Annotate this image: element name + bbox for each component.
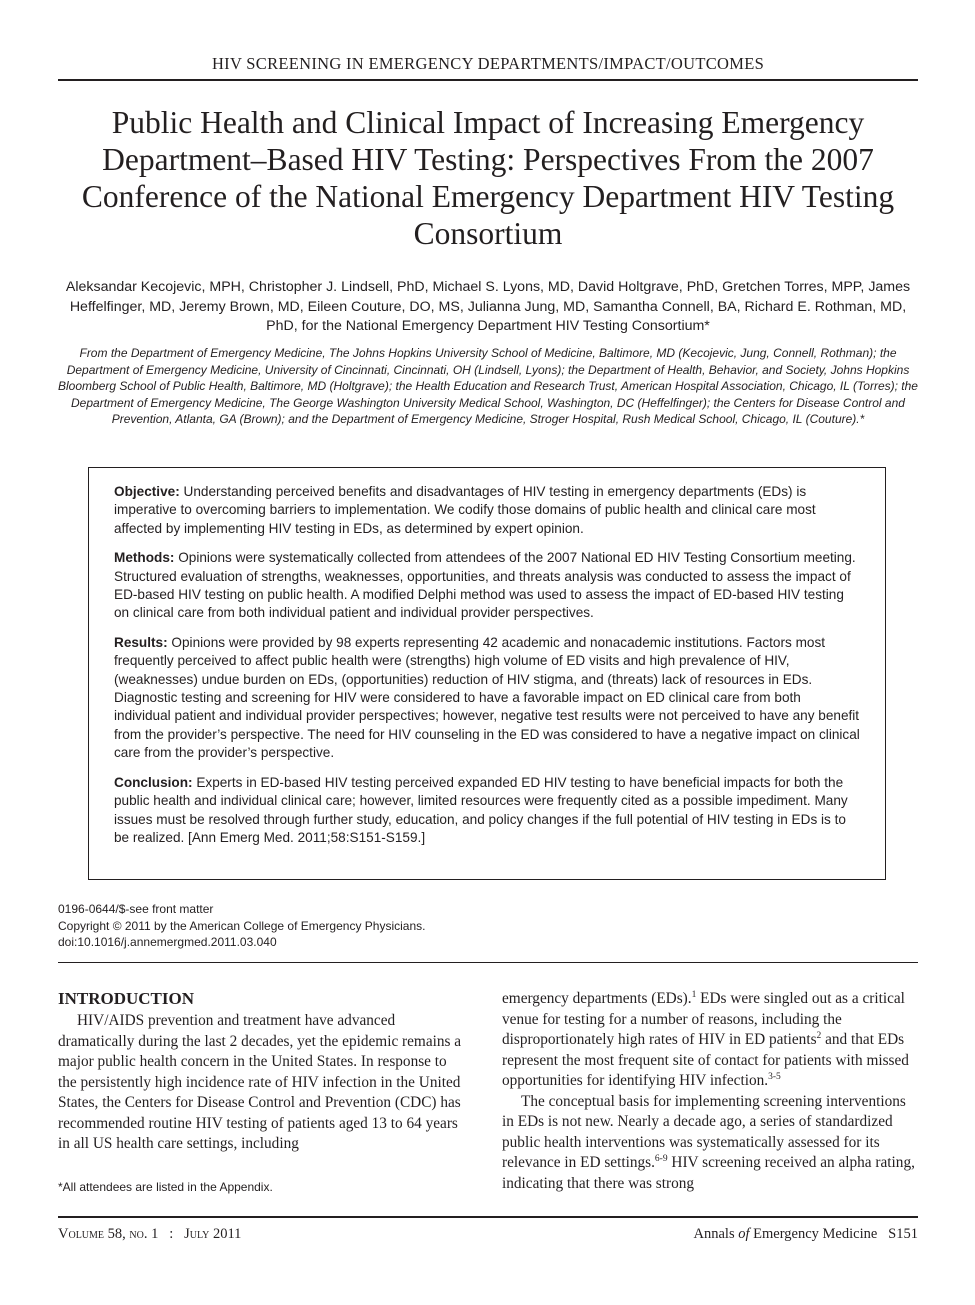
- methods-label: Methods:: [114, 550, 175, 566]
- abstract-objective: [114, 483, 861, 538]
- conclusion-label: Conclusion:: [114, 774, 193, 790]
- objective-text: Understanding perceived benefits and disadvantages of HIV testing in emergency departments (EDs) is imperative to overcoming barriers to implementation. We codify those domains of public health and clinical care most affected by implementing HIV testing in EDs, as determined by expert opinion.: [114, 484, 816, 536]
- objective-label: Objective:: [114, 484, 180, 499]
- journal-name-a: Annals: [693, 1226, 735, 1242]
- journal-name-b: Emergency Medicine: [753, 1226, 878, 1242]
- text-run: HIV screening received an alpha rating, indicating that there was strong: [502, 1154, 915, 1192]
- text-run: The conceptual basis for implementing screening interventions in EDs is not new. Nearly a decade ago, a series of standardized public health interventions was systematically assessed for its relevance in ED settings.: [502, 1092, 906, 1171]
- text-run: EDs were singled out as a critical venue for testing for a number of reasons, including the disproportionately high rates of HIV in ED patients: [502, 990, 905, 1048]
- journal-name-of: of: [738, 1226, 750, 1242]
- abstract-methods: [114, 549, 861, 623]
- citation-ref[interactable]: 3-5: [768, 1072, 781, 1082]
- page-number: S151: [888, 1226, 918, 1242]
- right-column: [502, 989, 918, 1194]
- author-list: Aleksandar Kecojevic, MPH, Christopher J. Lindsell, PhD, Michael S. Lyons, MD, David Holtgrave, PhD, Gretchen Torres, MPP, James Heffelfinger, MD, Jeremy Brown, MD, Eileen Couture, DO, MS, Julianna Jung, MD, Samantha Connell, BA, Richard E. Rothman, MD, PhD, for the National Emergency Department HIV Testing Consortium*: [65, 279, 911, 335]
- text-run: emergency departments (EDs).: [502, 990, 692, 1007]
- results-label: Results:: [114, 634, 168, 650]
- article-title: Public Health and Clinical Impact of Increasing Emergency Department–Based HIV Testing: Perspectives From the 2007 Conference of the National Emergency Department HIV Testing Consortium: [81, 105, 895, 251]
- footer-rule: [58, 1216, 918, 1218]
- footer-journal: [694, 1226, 918, 1243]
- volume-text: Volume 58, no. 1: [58, 1226, 159, 1242]
- footnote: *All attendees are listed in the Appendix.: [58, 1180, 273, 1194]
- methods-text: Opinions were systematically collected from attendees of the 2007 National ED HIV Testing Consortium meeting. Structured evaluation of strengths, weaknesses, opportunities, and threats analysis was conducted to assess the impact of ED-based HIV testing on public health. A modified Delphi method was used to assess the impact of ED-based HIV testing on clinical care from both individual patient and individual provider perspectives.: [114, 550, 856, 621]
- intro-paragraph-continued: [502, 989, 918, 1092]
- running-head: HIV SCREENING IN EMERGENCY DEPARTMENTS/IMPACT/OUTCOMES: [211, 54, 765, 73]
- intro-heading: INTRODUCTION: [58, 989, 195, 1008]
- results-text: Opinions were provided by 98 experts representing 42 academic and nonacademic institutions. Factors most frequently perceived to affect public health were (strengths) high volume of ED visits and high prevalence of HIV, (weaknesses) undue burden on EDs, (opportunities) reduction of HIV stigma, and (threats) lack of resources in EDs. Diagnostic testing and screening for HIV were considered to have a favorable impact on ED clinical care from both individual patient and individual provider perspectives; however, negative test results were not perceived to have any benefit from the provider’s perspective. The need for HIV counseling in the ED was considered to have a negative impact on clinical care from the provider’s perspective.: [114, 634, 860, 761]
- footer-separator: :: [169, 1226, 174, 1242]
- text-run: and that EDs represent the most frequent site of contact for patients with missed opportunities for identifying HIV infection.: [502, 1031, 909, 1089]
- intro-paragraph-1: HIV/AIDS prevention and treatment have advanced dramatically during the last 2 decades, yet the epidemic remains a major public health concern in the United States. In response to the persistently high incidence rate of HIV infection in the United States, the Centers for Disease Control and Prevention (CDC) has recommended routine HIV testing of patients aged 13 to 64 years in all US health care settings, including: [58, 1012, 462, 1152]
- abstract-conclusion: [114, 774, 861, 848]
- header-rule: [58, 79, 918, 81]
- citation-ref[interactable]: 1: [691, 990, 697, 1000]
- intro-paragraph-2: [502, 1092, 918, 1195]
- issue-date: July 2011: [184, 1226, 242, 1242]
- conclusion-text: Experts in ED-based HIV testing perceived expanded ED HIV testing to have beneficial impacts for both the public health and individual clinical care; however, limited resources were frequently cited as a possible impediment. Many issues must be resolved through further study, education, and policy changes if the full potential of HIV testing in EDs is to be realized. [Ann Emerg Med. 2011;58:S151-S159.]: [114, 774, 848, 845]
- front-matter: [58, 901, 425, 951]
- abstract-box: [88, 467, 886, 880]
- citation-ref[interactable]: 2: [816, 1031, 822, 1041]
- abstract-results: [114, 634, 861, 763]
- citation-ref[interactable]: 6-9: [654, 1154, 668, 1164]
- section-divider: [58, 962, 918, 963]
- issn-line: 0196-0644/$-see front matter: [58, 902, 214, 916]
- footer-volume: [58, 1226, 241, 1243]
- copyright-line: Copyright © 2011 by the American College of Emergency Physicians.: [58, 918, 426, 933]
- doi-line: doi:10.1016/j.annemergmed.2011.03.040: [58, 935, 277, 949]
- left-column: [58, 989, 468, 1155]
- affiliations: From the Department of Emergency Medicine, The Johns Hopkins University School of Medicine, Baltimore, MD (Kecojevic, Jung, Connell, Rothman); the Department of Emergency Medicine, University of Cincinnati, Cincinnati, OH (Lindsell, Lyons); the Department of Health, Behavior, and Society, Johns Hopkins Bloomberg School of Public Health, Baltimore, MD (Holtgrave); the Health Education and Research Trust, American Hospital Association, Chicago, IL (Torres); the Department of Emergency Medicine, The George Washington University Medical School, Washington, DC (Heffelfinger); the Centers for Disease Control and Prevention, Atlanta, GA (Brown); and the Department of Emergency Medicine, Stroger Hospital, Rush Medical School, Chicago, IL (Couture).*: [58, 346, 918, 427]
